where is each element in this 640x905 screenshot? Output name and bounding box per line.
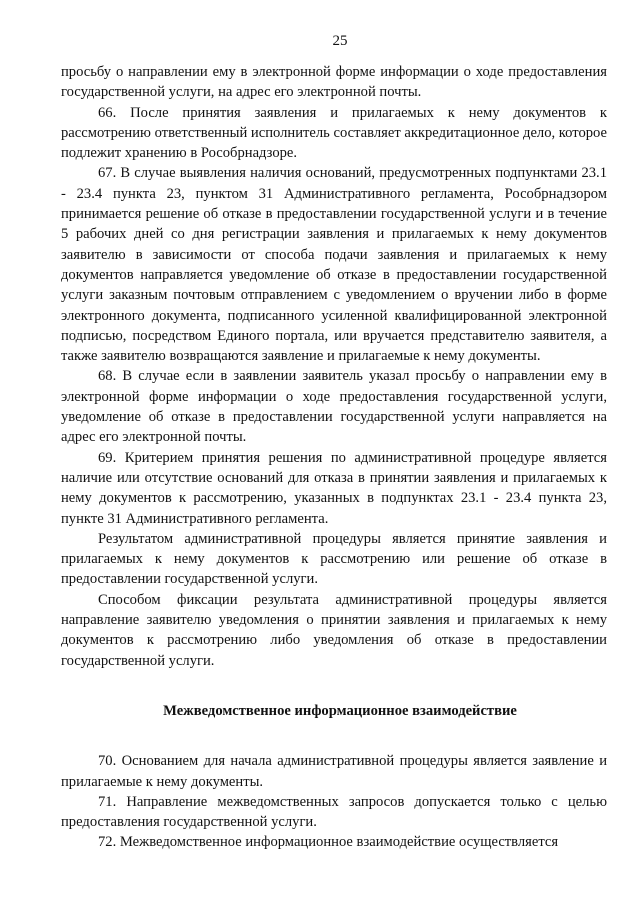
paragraph-70: 70. Основанием для начала административной процедуры является заявление и прилагаемые к нему документы.	[61, 753, 607, 790]
paragraph-66: 66. После принятия заявления и прилагаемых к нему документов к рассмотрению ответственный исполнитель составляет аккредитационное дело, которое подлежит хранению в Рособрнадзоре.	[61, 104, 607, 162]
paragraph-continuation: просьбу о направлении ему в электронной форме информации о ходе предоставления государственной услуги, на адрес его электронной почты.	[61, 64, 607, 101]
section-heading: Межведомственное информационное взаимодействие	[163, 702, 517, 719]
paragraph-fixation-method: Способом фиксации результата административной процедуры является направление заявителю уведомления о принятии заявления и прилагаемых к нему документов к рассмотрению либо уведомления об отказе в предоставлении государственной услуги.	[61, 591, 607, 669]
paragraph-72: 72. Межведомственное информационное взаимодействие осуществляется	[98, 834, 559, 851]
page-number: 25	[332, 33, 348, 49]
paragraph-69: 69. Критерием принятия решения по административной процедуре является наличие или отсутствие оснований для отказа в принятии заявления и прилагаемых к нему документов к рассмотрению, указанных в подпунктах 23.1 - 23.4 пункта 23, пункте 31 Административного регламента.	[61, 449, 607, 527]
paragraph-71: 71. Направление межведомственных запросов допускается только с целью предоставления государственной услуги.	[61, 793, 607, 831]
paragraph-68: 68. В случае если в заявлении заявитель указал просьбу о направлении ему в электронной форме информации о ходе предоставления государственной услуги, уведомление об отказе в предоставлении государственной услуги направляется на адрес его электронной почты.	[61, 368, 607, 446]
paragraph-67: 67. В случае выявления наличия оснований, предусмотренных подпунктами 23.1 - 23.4 пункта 23, пунктом 31 Административного регламента, Рособрнадзором принимается решение об отказе в предоставлении государственной услуги и в течение 5 рабочих дней со дня регистрации заявления и прилагаемых к нему документов заявителю в зависимости от способа подачи заявления и прилагаемых к нему документов направляется уведомление об отказе в предоставлении государственной услуги заказным почтовым отправлением с уведомлением о вручении либо в форме электронного документа, подписанного усиленной квалифицированной электронной подписью, посредством Единого портала, или вручается представителю заявителя, а также заявителю возвращаются заявление и прилагаемые к нему документы.	[61, 165, 607, 365]
body-text-after-heading	[61, 751, 607, 852]
paragraph-result: Результатом административной процедуры является принятие заявления и прилагаемых к нему документов к рассмотрению или решение об отказе в предоставлении государственной услуги.	[61, 530, 607, 588]
body-text-before-heading	[61, 62, 607, 671]
